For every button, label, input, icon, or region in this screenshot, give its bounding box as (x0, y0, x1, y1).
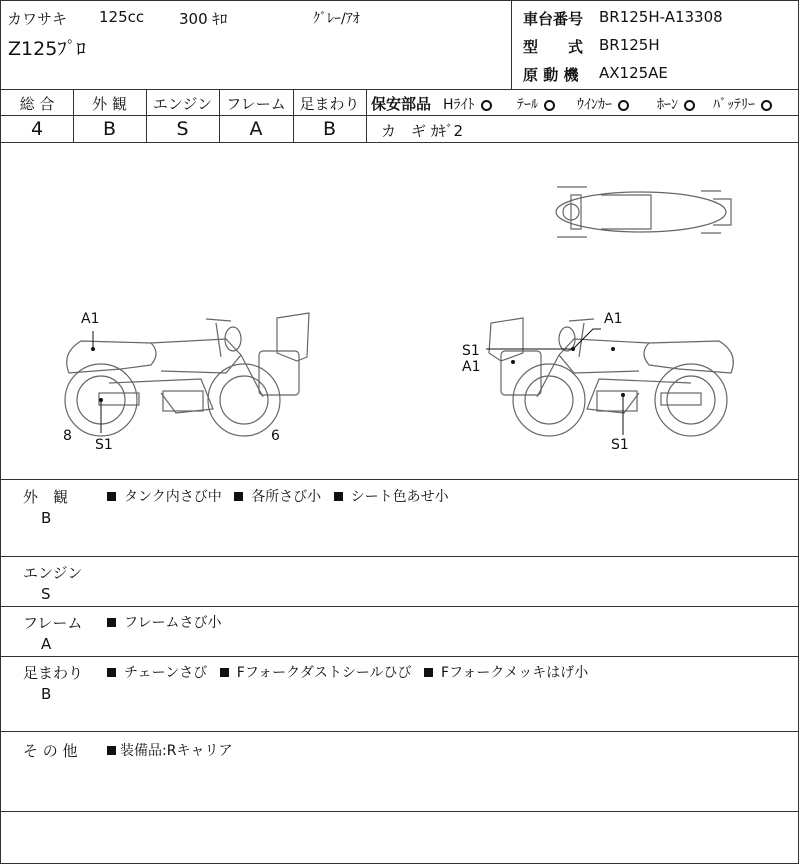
safety-item-tail (517, 94, 555, 114)
divider (1, 479, 799, 480)
ok-circle-icon (481, 100, 492, 111)
bullet-square-icon (334, 492, 343, 501)
grade-value-exterior: B (102, 118, 117, 140)
bike-right-view (489, 318, 733, 436)
displacement: 125cc (99, 8, 145, 26)
section-grade-exterior: B (41, 509, 52, 527)
divider (1, 89, 799, 90)
section-items-frame (107, 612, 221, 632)
type-label: 型 式 (523, 38, 584, 56)
key-label: カ ギ (381, 122, 427, 140)
maker: カワサキ (7, 10, 68, 28)
section-items-exterior (107, 486, 449, 506)
note-item: シート色あせ小 (350, 489, 449, 505)
bike-left-view (65, 313, 309, 436)
bullet-square-icon (424, 668, 433, 677)
grade-header-overall: 総 合 (19, 95, 55, 113)
divider (1, 115, 799, 116)
note-item: 各所さび小 (251, 489, 322, 505)
divider (1, 556, 799, 557)
mileage: 300 ｷﾛ (179, 10, 228, 28)
engine-value: AX125AE (599, 64, 668, 82)
safety-item-label: Hﾗｲﾄ (443, 97, 475, 113)
grade-header-exterior: 外 観 (92, 95, 127, 113)
type-value: BR125H (599, 36, 660, 54)
engine-label: 原 動 機 (523, 66, 579, 84)
grade-value-overall: 4 (30, 118, 44, 140)
note-item: タンク内さび中 (124, 489, 222, 505)
grade-header-frame: フレーム (226, 95, 286, 113)
leader-lines (93, 329, 623, 435)
ok-circle-icon (684, 100, 695, 111)
diagram-label: 8 (63, 428, 72, 444)
safety-item-headlight (443, 94, 492, 114)
divider (1, 811, 799, 812)
bike-diagram (1, 143, 799, 479)
section-title-other: そ の 他 (23, 742, 78, 760)
note-item: 装備品:Rキャリア (120, 743, 233, 759)
divider (1, 656, 799, 657)
safety-item-winker (577, 94, 629, 114)
section-items-suspension (107, 662, 588, 682)
section-items-other (107, 740, 232, 760)
diagram-label: A1 (81, 311, 100, 327)
bullet-square-icon (220, 668, 229, 677)
diagram-label: 6 (271, 428, 280, 444)
safety-item-label: ｳｲﾝｶｰ (577, 97, 612, 113)
frame-no-label: 車台番号 (523, 10, 584, 28)
safety-item-label: ﾎｰﾝ (657, 97, 678, 113)
safety-item-label: ﾊﾞｯﾃﾘｰ (713, 97, 755, 113)
ok-circle-icon (544, 100, 555, 111)
bullet-square-icon (107, 668, 116, 677)
bullet-square-icon (107, 492, 116, 501)
section-title-frame: フレーム (23, 614, 83, 632)
note-item: Fフォークダストシールひび (236, 665, 412, 681)
key-value: ｶｷﾞ2 (431, 122, 464, 140)
divider (1, 606, 799, 607)
section-grade-engine: S (41, 585, 51, 603)
note-item: フレームさび小 (124, 615, 222, 631)
section-grade-suspension: B (41, 685, 52, 703)
bullet-square-icon (107, 746, 116, 755)
ok-circle-icon (761, 100, 772, 111)
bike-top-view (556, 187, 731, 237)
header-divider (511, 1, 512, 89)
section-title-engine: エンジン (23, 564, 83, 582)
divider (1, 731, 799, 732)
grade-value-frame: A (249, 118, 263, 140)
section-title-suspension: 足まわり (23, 664, 84, 682)
safety-label: 保安部品 (371, 95, 432, 113)
grade-header-suspension: 足まわり (299, 95, 360, 113)
section-grade-frame: A (41, 635, 52, 653)
safety-item-battery (713, 94, 772, 114)
diagram-label: S1 (95, 437, 113, 453)
diagram-label: S1 (462, 343, 480, 359)
safety-item-horn (657, 94, 695, 114)
grade-value-engine: S (176, 118, 189, 140)
section-title-exterior: 外 観 (23, 488, 69, 506)
bullet-square-icon (234, 492, 243, 501)
note-item: チェーンさび (124, 665, 208, 681)
diagram-label: S1 (611, 437, 629, 453)
color: ｸﾞﾚｰ/ｱｵ (313, 11, 360, 27)
note-item: Fフォークメッキはげ小 (441, 665, 589, 681)
frame-no: BR125H-A13308 (599, 8, 723, 26)
grade-value-suspension: B (322, 118, 337, 140)
diagram-label: A1 (462, 359, 481, 375)
grade-header-engine: エンジン (152, 95, 213, 113)
bullet-square-icon (107, 618, 116, 627)
diagram-label: A1 (604, 311, 623, 327)
model-name: Z125ﾌﾟﾛ (8, 38, 86, 60)
ok-circle-icon (618, 100, 629, 111)
safety-item-label: ﾃｰﾙ (517, 97, 538, 113)
